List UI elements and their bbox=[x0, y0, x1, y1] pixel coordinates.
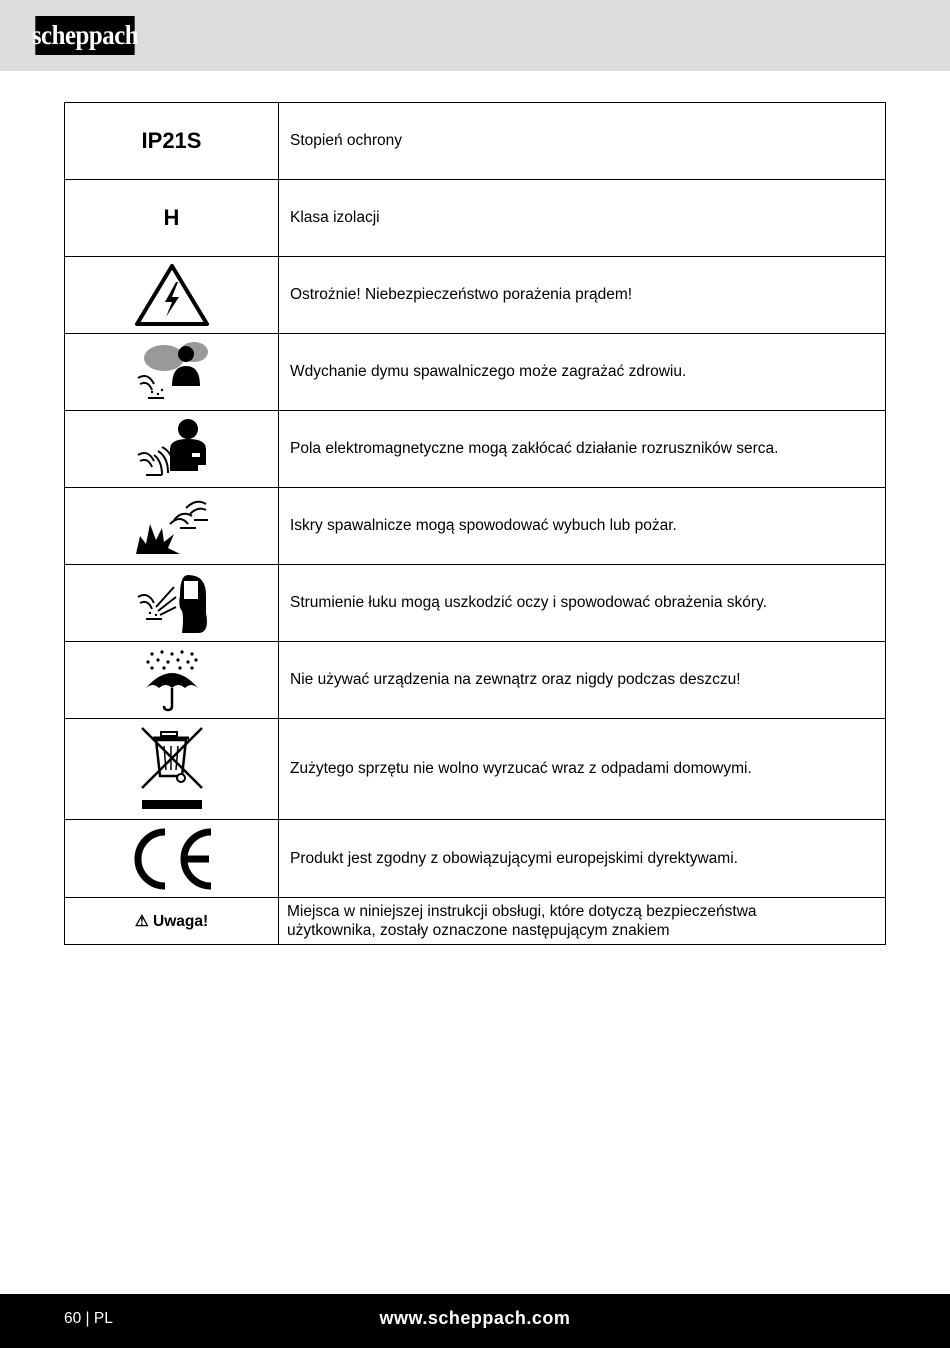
table-row bbox=[65, 719, 886, 820]
description-cell: Produkt jest zgodny z obowiązującymi europejskimi dyrektywami. bbox=[279, 820, 886, 898]
protection-class-symbol: IP21S bbox=[141, 128, 202, 153]
welding-fumes-icon bbox=[134, 340, 210, 404]
description-cell: Ostrożnie! Niebezpieczeństwo porażenia prądem! bbox=[279, 257, 886, 334]
insulation-class-symbol: H bbox=[163, 205, 180, 230]
table-row bbox=[65, 898, 886, 945]
symbol-cell bbox=[65, 642, 279, 719]
table-row bbox=[65, 103, 886, 180]
symbol-cell bbox=[65, 565, 279, 642]
symbol-cell bbox=[65, 719, 279, 820]
table-row bbox=[65, 257, 886, 334]
table-row bbox=[65, 334, 886, 411]
note-line: Miejsca w niniejszej instrukcji obsługi, które dotyczą bezpieczeństwa bbox=[287, 903, 757, 920]
description-cell: Pola elektromagnetyczne mogą zakłócać działanie rozruszników serca. bbox=[279, 411, 886, 488]
symbol-cell bbox=[65, 898, 279, 945]
electric-shock-warning-icon bbox=[134, 263, 210, 327]
ce-mark-icon bbox=[129, 828, 215, 890]
table-row bbox=[65, 411, 886, 488]
symbol-cell bbox=[65, 488, 279, 565]
symbol-cell bbox=[65, 820, 279, 898]
description-cell: Iskry spawalnicze mogą spowodować wybuch lub pożar. bbox=[279, 488, 886, 565]
symbol-cell bbox=[65, 257, 279, 334]
table-row bbox=[65, 488, 886, 565]
scheppach-logo: scheppach bbox=[35, 16, 134, 55]
description-cell: Klasa izolacji bbox=[279, 180, 886, 257]
arc-rays-icon bbox=[134, 571, 210, 635]
description-cell: Zużytego sprzętu nie wolno wyrzucać wraz z odpadami domowymi. bbox=[279, 719, 886, 820]
description-cell: Strumienie łuku mogą uszkodzić oczy i spowodować obrażenia skóry. bbox=[279, 565, 886, 642]
rain-umbrella-icon bbox=[142, 648, 202, 712]
symbol-cell bbox=[65, 411, 279, 488]
table-row bbox=[65, 820, 886, 898]
page-footer bbox=[0, 1294, 950, 1348]
website-link[interactable]: www.scheppach.com bbox=[379, 1308, 571, 1328]
crossed-bin-icon bbox=[139, 726, 205, 812]
description-cell: Stopień ochrony bbox=[279, 103, 886, 180]
table-row bbox=[65, 642, 886, 719]
page-header bbox=[0, 0, 950, 71]
table-row bbox=[65, 180, 886, 257]
description-cell: Nie używać urządzenia na zewnątrz oraz nigdy podczas deszczu! bbox=[279, 642, 886, 719]
welding-sparks-explosion-icon bbox=[134, 494, 210, 558]
symbol-cell bbox=[65, 180, 279, 257]
description-cell: Wdychanie dymu spawalniczego może zagrażać zdrowiu. bbox=[279, 334, 886, 411]
symbol-cell bbox=[65, 103, 279, 180]
symbols-table bbox=[64, 102, 886, 945]
note-line: użytkownika, zostały oznaczone następującym znakiem bbox=[287, 922, 670, 939]
note-title: ⚠ Uwaga! bbox=[134, 912, 209, 930]
note-cell bbox=[279, 898, 886, 945]
electromagnetic-field-icon bbox=[134, 417, 210, 481]
table-row bbox=[65, 565, 886, 642]
page-number: 60 | PL bbox=[64, 1310, 113, 1327]
symbol-cell bbox=[65, 334, 279, 411]
